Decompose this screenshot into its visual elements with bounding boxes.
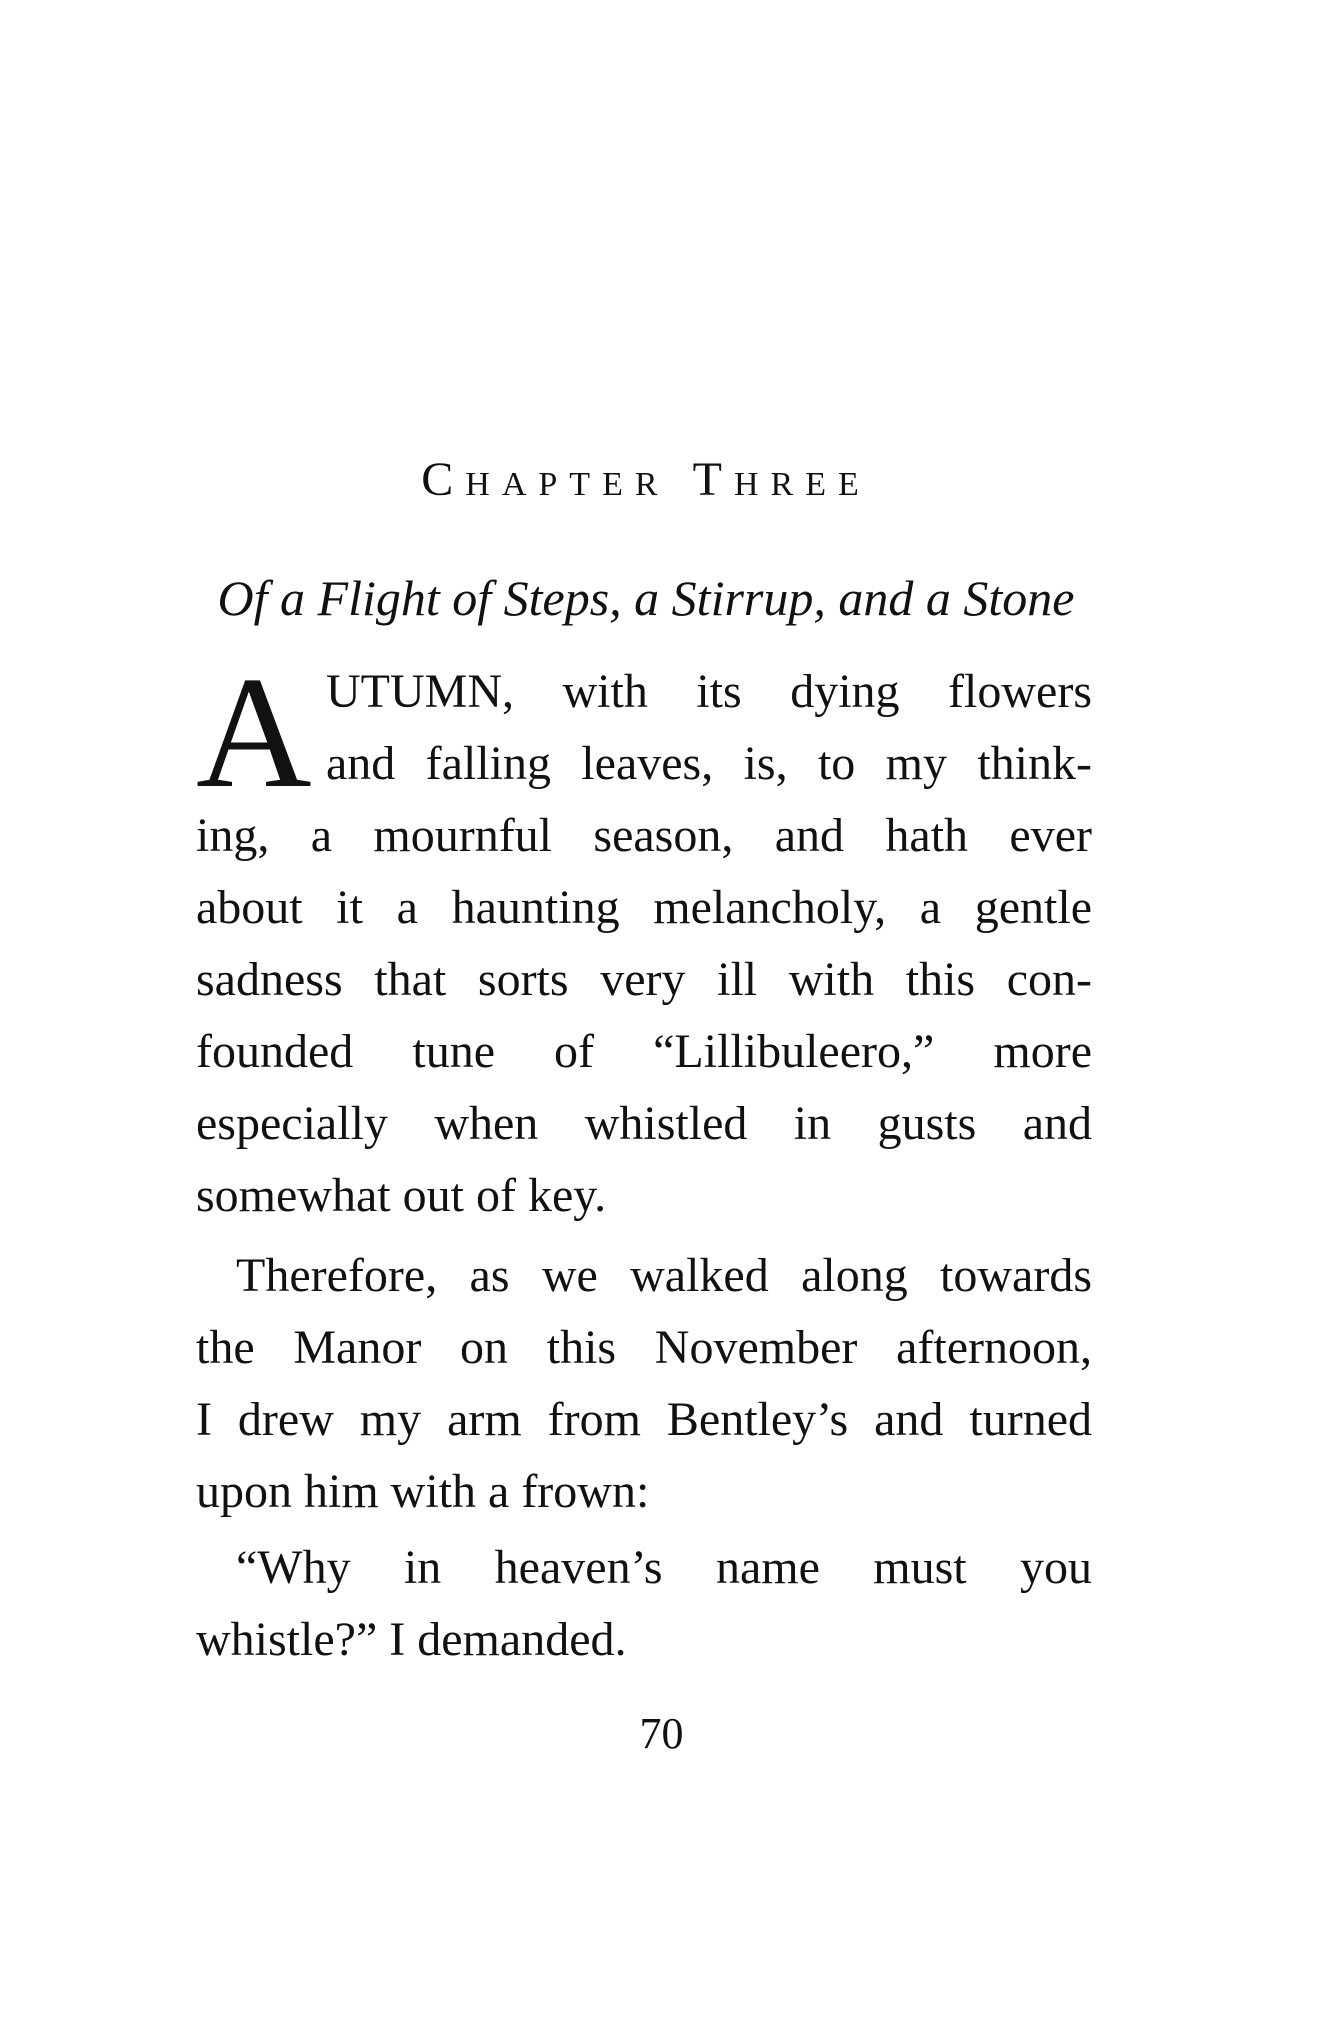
text-line: sadness that sorts very ill with this con-: [196, 953, 1092, 1006]
text-line: and falling leaves, is, to my think-: [326, 737, 1092, 790]
text-line: the Manor on this November afternoon,: [196, 1321, 1092, 1374]
chapter-heading: Chapter Three: [421, 453, 871, 506]
text-line: founded tune of “Lillibuleero,” more: [196, 1025, 1092, 1078]
text-line: UTUMN, with its dying flowers: [326, 665, 1092, 718]
drop-cap: A: [196, 643, 312, 821]
chapter-subtitle: Of a Flight of Steps, a Stirrup, and a Stone: [217, 570, 1075, 626]
text-line: I drew my arm from Bentley’s and turned: [196, 1393, 1092, 1446]
text-line: whistle?” I demanded.: [196, 1613, 627, 1666]
text-line: upon him with a frown:: [196, 1465, 650, 1518]
text-line: ing, a mournful season, and hath ever: [196, 809, 1092, 862]
page-number: 70: [639, 1709, 684, 1758]
text-line: about it a haunting melancholy, a gentle: [196, 881, 1092, 934]
text-line: especially when whistled in gusts and: [196, 1097, 1092, 1150]
text-line: somewhat out of key.: [196, 1169, 607, 1222]
text-line: “Why in heaven’s name must you: [236, 1541, 1092, 1594]
text-line: Therefore, as we walked along towards: [236, 1249, 1092, 1302]
